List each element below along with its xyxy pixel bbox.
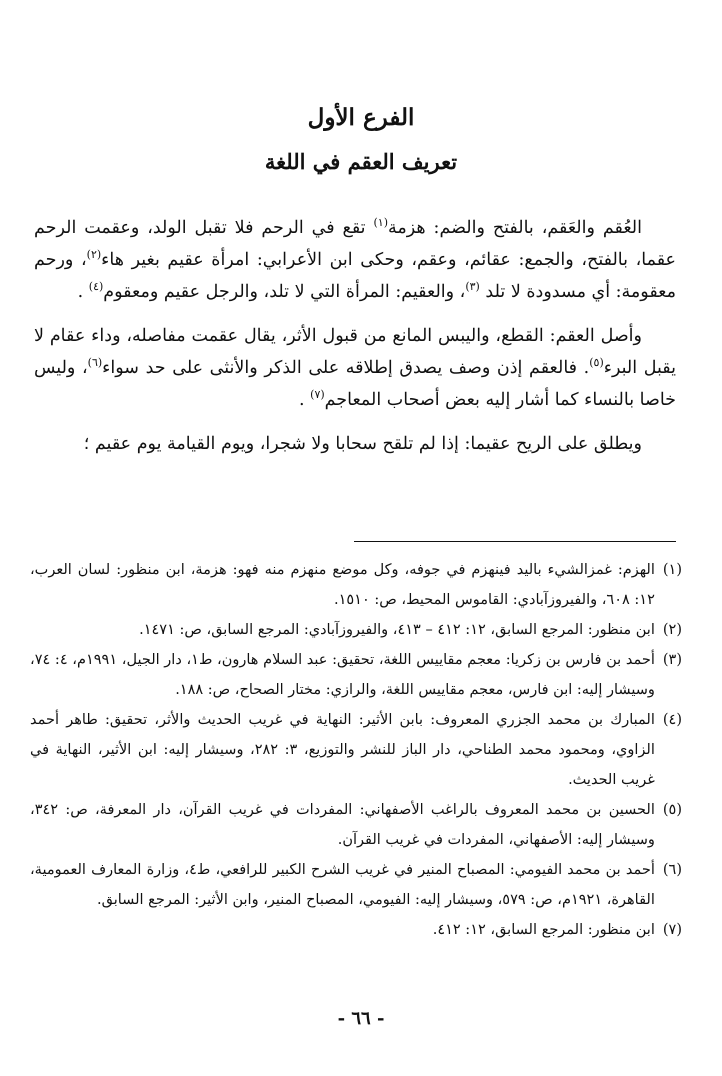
footnote xyxy=(30,555,682,615)
paragraph-text: ويطلق على الريح عقيما: إذا لم تلقح سحابا ولا شجرا، ويوم القيامة يوم عقيم ؛ xyxy=(83,434,642,454)
footnote xyxy=(30,645,682,705)
footnote-ref: (٤) xyxy=(88,280,104,294)
paragraph xyxy=(34,428,676,460)
paragraph xyxy=(34,212,676,308)
footnote-ref: (١) xyxy=(373,216,388,230)
footnote-ref: (٢) xyxy=(86,248,102,262)
paragraph-text: ، وليس خاصا بالنساء كما أشار إليه بعض أصحاب المعاجم xyxy=(34,358,676,410)
footnote-number: (١) xyxy=(662,562,682,578)
body-text xyxy=(34,212,676,472)
paragraph-text: . xyxy=(77,282,89,302)
footnote-number: (٥) xyxy=(662,802,682,818)
footnotes xyxy=(30,555,682,945)
footnote-separator xyxy=(354,541,676,542)
headings xyxy=(0,98,722,182)
footnote-text: ابن منظور: المرجع السابق، ١٢: ٤١٢ – ٤١٣، والفيروزآبادي: المرجع السابق، ص: ١٤٧١. xyxy=(139,622,655,638)
footnote-text: ابن منظور: المرجع السابق، ١٢: ٤١٢. xyxy=(432,922,655,938)
paragraph xyxy=(34,320,676,416)
footnote xyxy=(30,915,682,945)
footnote-ref: (٥) xyxy=(589,356,604,370)
paragraph-text: تقع في الرحم فلا تقبل الولد، وعقمت الرحم عقما، بالفتح، والجمع: عقائم، وعقم، وحكى ابن الأعرابي: امرأة عقيم بغير هاء xyxy=(34,218,676,270)
footnote-text: الحسين بن محمد المعروف بالراغب الأصفهاني: المفردات في غريب القرآن، دار المعرفة، ص: ٣٤٢، وسيشار إليه: الأصفهاني، المفردات في غريب القرآن. xyxy=(30,802,655,848)
footnote-number: (٣) xyxy=(662,652,682,668)
footnote xyxy=(30,795,682,855)
section-subtitle: تعريف العقم في اللغة xyxy=(264,149,458,174)
footnote-text: أحمد بن فارس بن زكريا: معجم مقاييس اللغة، تحقيق: عبد السلام هارون، ط١، دار الجيل، ١٩٩١م، ٤: ٧٤، وسيشار إليه: ابن فارس، معجم مقاييس اللغة، والرازي: مختار الصحاح، ص: ١٨٨. xyxy=(30,652,655,698)
footnote-ref: (٣) xyxy=(465,280,480,294)
footnote xyxy=(30,855,682,915)
footnote-text: المبارك بن محمد الجزري المعروف: بابن الأثير: النهاية في غريب الحديث والأثر، تحقيق: طاهر أحمد الزاوي، ومحمود محمد الطناحي، دار الباز للنشر والتوزيع، ٣: ٢٨٢، وسيشار إليه: ابن الأثير، النهاية في غريب الحديث. xyxy=(30,712,655,788)
footnote-text: أحمد بن محمد الفيومي: المصباح المنير في غريب الشرح الكبير للرافعي، ط٤، وزارة المعارف العمومية، القاهرة، ١٩٢١م، ص: ٥٧٩، وسيشار إليه: الفيومي، المصباح المنير، وابن الأثير: المرجع السابق. xyxy=(30,862,655,908)
footnote-text: الهزم: غمزالشيء باليد فينهزم في جوفه، وكل موضع منهزم منه فهو: هزمة، ابن منظور: لسان العرب، ١٢: ٦٠٨، والفيروزآبادي: القاموس المحيط، ص: ١٥١٠. xyxy=(30,562,655,608)
paragraph-text: ، والعقيم: المرأة التي لا تلد، والرجل عقيم ومعقوم xyxy=(103,282,466,302)
footnote xyxy=(30,615,682,645)
paragraph-text: . فالعقم إذن وصف يصدق إطلاقه على الذكر والأنثى على حد سواء xyxy=(102,358,590,378)
footnote-ref: (٦) xyxy=(87,356,103,370)
paragraph-text: ، ورحم معقومة: أي مسدودة لا تلد xyxy=(34,250,676,302)
footnote-number: (٤) xyxy=(662,712,682,728)
paragraph-text: وأصل العقم: القطع، واليبس المانع من قبول الأثر، يقال عقمت مفاصله، وداء عقام لا يقبل البرء xyxy=(34,326,676,378)
section-title: الفرع الأول xyxy=(307,104,415,131)
footnote xyxy=(30,705,682,795)
paragraph-text: العُقم والعَقم، بالفتح والضم: هزمة xyxy=(387,218,642,238)
footnote-number: (٢) xyxy=(662,622,682,638)
footnote-number: (٧) xyxy=(662,922,682,938)
page-number: - ٦٦ - xyxy=(337,1008,385,1029)
footnote-ref: (٧) xyxy=(310,388,325,402)
footnote-number: (٦) xyxy=(662,862,682,878)
paragraph-text: . xyxy=(299,390,311,410)
